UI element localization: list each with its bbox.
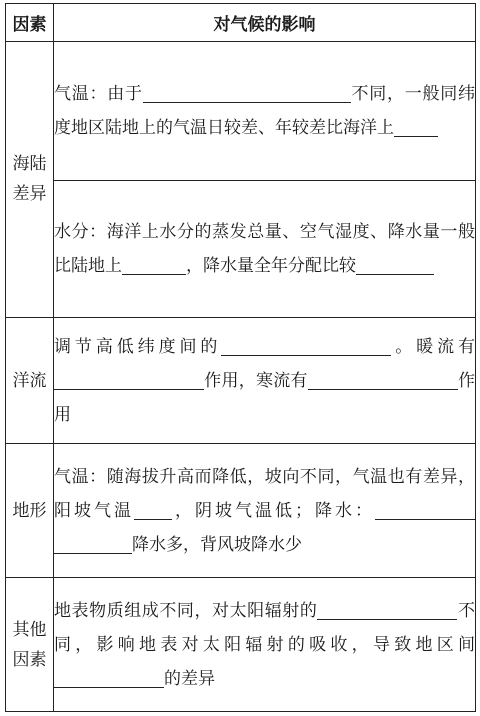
text-segment: 气温：由于 bbox=[54, 84, 143, 105]
fill-blank[interactable] bbox=[221, 333, 391, 356]
text-segment: 调节高低纬度间的 bbox=[54, 336, 222, 357]
factor-cell bbox=[6, 578, 54, 712]
factor-label: 其他因素 bbox=[12, 619, 47, 670]
fill-blank[interactable] bbox=[394, 114, 438, 137]
table-row bbox=[6, 42, 476, 181]
text-segment: ，降水量全年分配比较 bbox=[186, 255, 356, 276]
fill-blank[interactable] bbox=[54, 665, 164, 688]
text-segment: 作用 bbox=[54, 370, 475, 425]
text-segment: 降水多，背风坡降水少 bbox=[132, 534, 302, 555]
content-cell bbox=[54, 317, 476, 444]
fill-blank[interactable] bbox=[375, 497, 475, 520]
text-segment: 作用，寒流有 bbox=[204, 370, 308, 391]
header-impact: 对气候的影响 bbox=[54, 4, 476, 42]
fill-blank[interactable] bbox=[317, 597, 457, 620]
text-segment: 的差异 bbox=[164, 668, 215, 689]
factor-label: 洋流 bbox=[12, 370, 47, 391]
text-segment: 气温：随海拔升高而降低，坡向不同，气温也有差异，阳坡气温 bbox=[54, 466, 475, 521]
fill-blank[interactable] bbox=[122, 252, 186, 275]
content-cell bbox=[54, 42, 476, 181]
fill-blank[interactable] bbox=[143, 80, 351, 103]
content-cell bbox=[54, 444, 476, 578]
text-segment: 水分：海洋上水分的蒸发总量、空气湿度、降水量一般比陆地上 bbox=[54, 221, 475, 276]
factor-cell bbox=[6, 444, 54, 578]
text-segment: ，阴坡气温低；降水： bbox=[172, 500, 375, 521]
table-header-row bbox=[6, 4, 476, 42]
factor-label: 地形 bbox=[12, 500, 47, 521]
content-cell bbox=[54, 578, 476, 712]
factor-label: 海陆差异 bbox=[12, 154, 47, 205]
text-segment: 地表物质组成不同，对太阳辐射的 bbox=[54, 600, 318, 621]
table-row bbox=[6, 444, 476, 578]
table-row bbox=[6, 180, 476, 317]
text-segment: 。暖流有 bbox=[391, 336, 476, 357]
text-segment: 不同，影响地表对太阳辐射的吸收，导致地区间 bbox=[54, 600, 475, 655]
text-segment: 不同，一般同纬度地区陆地上的气温日较差、年较差比海洋上 bbox=[54, 84, 475, 139]
table-row bbox=[6, 578, 476, 712]
fill-blank[interactable] bbox=[308, 367, 458, 390]
header-factor: 因素 bbox=[6, 4, 54, 42]
factor-cell bbox=[6, 317, 54, 444]
climate-factors-table bbox=[5, 3, 476, 712]
fill-blank[interactable] bbox=[54, 367, 204, 390]
content-cell bbox=[54, 180, 476, 317]
fill-blank[interactable] bbox=[54, 531, 132, 554]
fill-blank[interactable] bbox=[134, 497, 172, 520]
table-row bbox=[6, 317, 476, 444]
fill-blank[interactable] bbox=[356, 252, 434, 275]
factor-cell bbox=[6, 42, 54, 318]
